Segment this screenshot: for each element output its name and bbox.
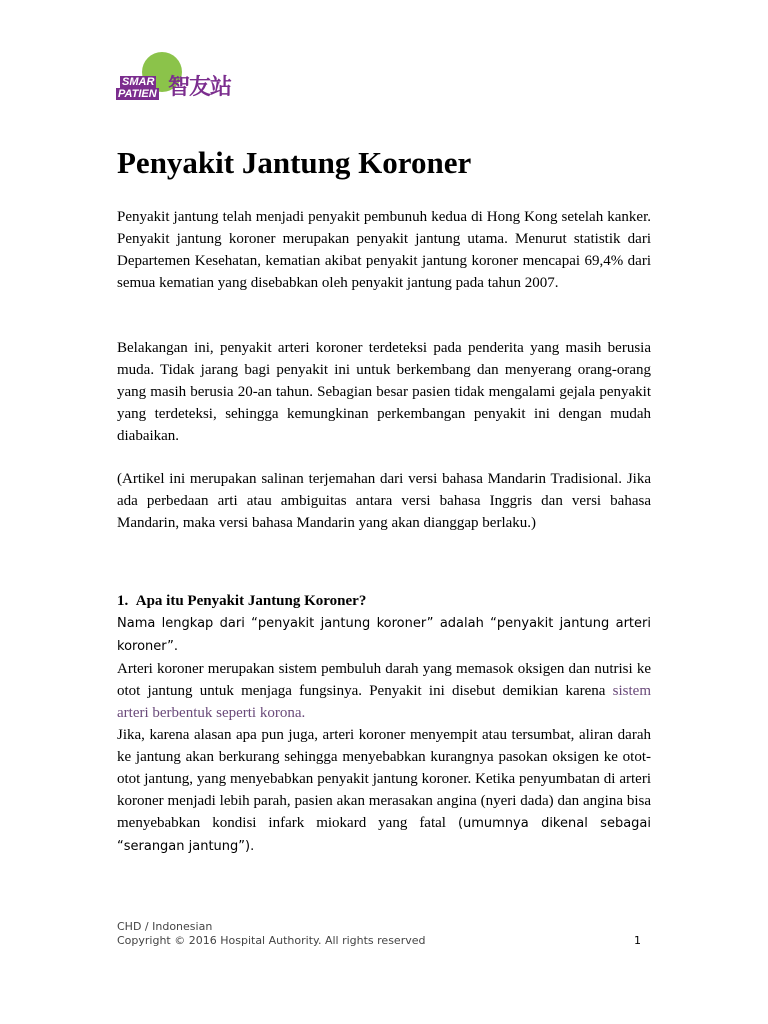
section-1-sentence-3: Jika, karena alasan apa pun juga, arteri koroner menyempit atau tersumbat, aliran darah ke jantung akan berkurang sehingga menyebabkan kurangnya pasokan oksigen ke otot-otot jantung, yang menyebabkan penyakit jantung koroner. Ketika penyumbatan di arteri koroner menjadi lebih parah, pasien akan merasakan angina (nyeri dada) dan angina bisa menyebabkan kondisi infark miokard yang fatal — [117, 727, 651, 831]
page-title: Penyakit Jantung Koroner — [117, 145, 472, 180]
translation-note: (Artikel ini merupakan salinan terjemahan dari versi bahasa Mandarin Tradisional. Jika ada perbedaan arti atau ambiguitas antara versi bahasa Inggris dan versi bahasa Mandarin, maka versi bahasa Mandarin yang akan dianggap berlaku.) — [117, 471, 651, 531]
section-1-sentence-3-tail: (umumnya dikenal sebagai “serangan jantung”). — [117, 816, 651, 854]
smart-patient-logo — [112, 48, 242, 106]
footer-document-code: CHD / Indonesian — [117, 920, 213, 933]
logo-text-line2: PATIEN — [118, 88, 157, 100]
section-1-sentence-2: Arteri koroner merupakan sistem pembuluh darah yang memasok oksigen dan nutrisi ke otot jantung untuk menjaga fungsinya. Penyakit ini disebut demikian karena — [117, 661, 651, 699]
footer-copyright: Copyright © 2016 Hospital Authority. All rights reserved — [117, 934, 426, 947]
section-1-body — [117, 612, 651, 858]
intro-paragraph-2: Belakangan ini, penyakit arteri koroner terdeteksi pada penderita yang masih berusia muda. Tidak jarang bagi penyakit ini untuk berkembang dan menyerang orang-orang yang masih berusia 20-an tahun. Sebagian besar pasien tidak mengalami gejala penyakit yang terdeteksi, sehingga kemungkinan perkembangan penyakit ini dengan mudah diabaikan. — [117, 340, 651, 444]
intro-paragraph-1: Penyakit jantung telah menjadi penyakit pembunuh kedua di Hong Kong setelah kanker. Penyakit jantung koroner merupakan penyakit jantung utama. Menurut statistik dari Departemen Kesehatan, kematian akibat penyakit jantung koroner mencapai 69,4% dari semua kematian yang disebabkan oleh penyakit jantung pada tahun 2007. — [117, 209, 651, 291]
page-footer — [117, 920, 425, 948]
logo-text-line1: SMAR — [122, 76, 155, 88]
section-1-heading: 1. Apa itu Penyakit Jantung Koroner? — [117, 593, 367, 609]
section-1-sentence-1: Nama lengkap dari “penyakit jantung koroner” adalah “penyakit jantung arteri koroner”. — [117, 616, 651, 654]
page-number: 1 — [634, 934, 641, 947]
logo-text-chinese: 智友站 — [168, 75, 232, 100]
section-1-sentence-2-highlight: sistem arteri berbentuk seperti korona. — [117, 683, 651, 721]
